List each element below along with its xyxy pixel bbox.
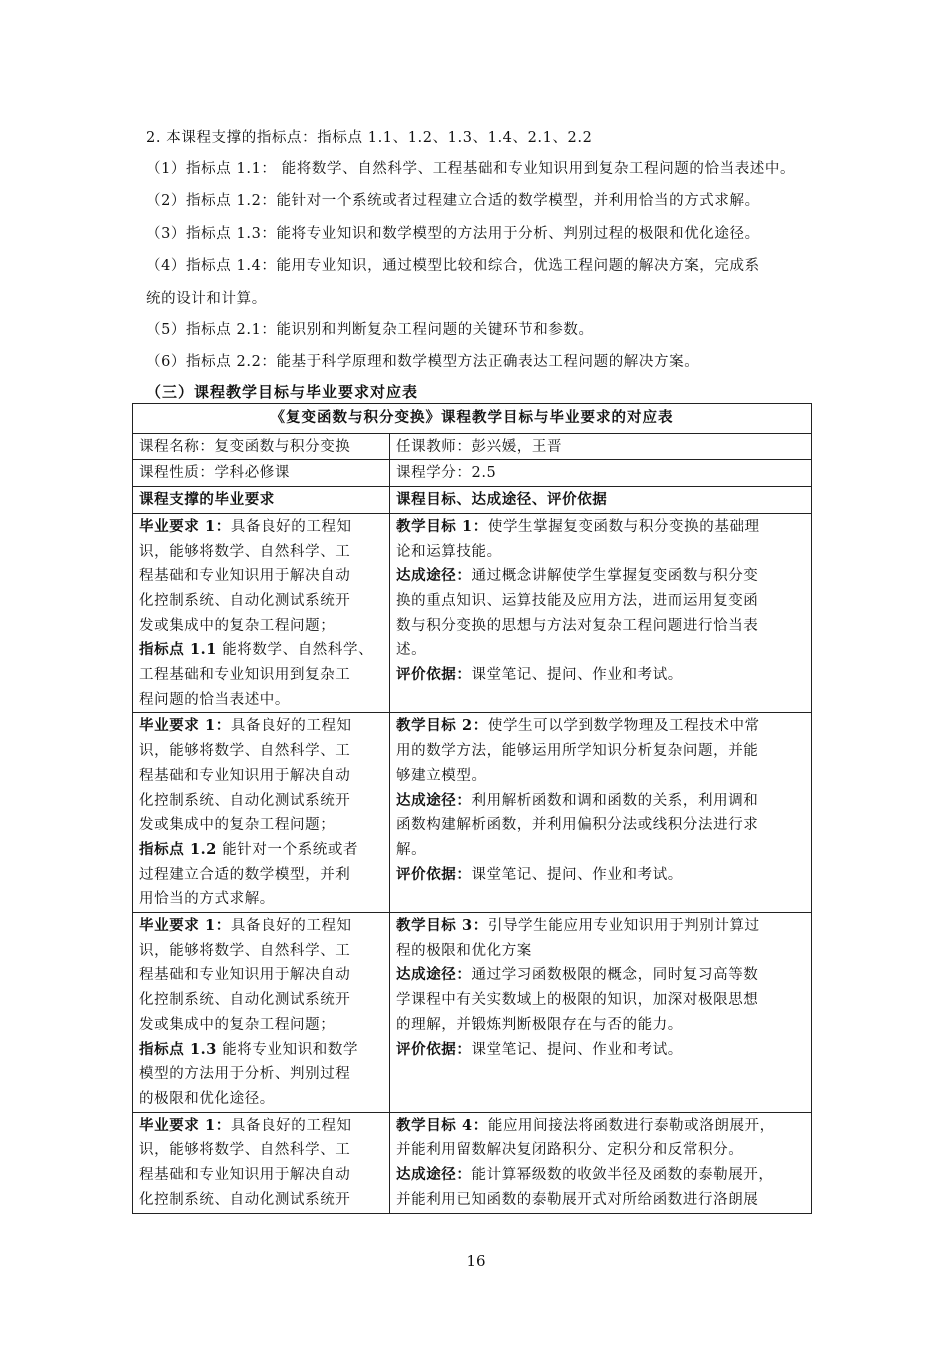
column-header-goals: 课程目标、达成途径、评价依据 [390, 487, 812, 514]
requirement-text: 化控制系统、自动化测试系统开 [139, 992, 351, 1009]
goal-line [396, 1114, 805, 1139]
indicator-text: 能针对一个系统或者 [222, 841, 359, 858]
paragraph-indicator-1-4-cont: 统的设计和计算。 [146, 291, 267, 307]
requirement-text: 具备良好的工程知 [230, 518, 352, 535]
requirement-text: 具备良好的工程知 [230, 1117, 352, 1134]
indicator-line [139, 838, 383, 863]
requirement-text: 识，能够将数学、自然科学、工 [139, 743, 351, 760]
requirement-text: 化控制系统、自动化测试系统开 [139, 792, 351, 809]
indicator-text: 的极限和优化途径。 [139, 1090, 275, 1107]
paragraph-indicator-1-2: （2）指标点 1.2：能针对一个系统或者过程建立合适的数学模型，并利用恰当的方式求解。 [146, 193, 760, 209]
path-label: 达成途径： [396, 791, 472, 809]
requirement-text: 识，能够将数学、自然科学、工 [139, 1142, 351, 1159]
indicator-line [139, 638, 383, 663]
path-text: 学课程中有关实数域上的极限的知识，加深对极限思想 [396, 992, 759, 1009]
paragraph-indicator-1-4: （4）指标点 1.4：能用专业知识，通过模型比较和综合，优选工程问题的解决方案，完成系 [146, 258, 760, 274]
indicator-label: 指标点 1.1 [139, 641, 217, 659]
paragraph-indicator-1-3: （3）指标点 1.3：能将专业知识和数学模型的方法用于分析、判别过程的极限和优化途径。 [146, 226, 760, 242]
table-title: 《复变函数与积分变换》课程教学目标与毕业要求的对应表 [133, 404, 812, 434]
requirement-line [139, 714, 383, 739]
goal-text: 能应用间接法将函数进行泰勒或洛朗展开， [487, 1117, 775, 1134]
path-text: 的理解，并锻炼判断极限存在与否的能力。 [396, 1016, 683, 1033]
goal-text: 程的极限和优化方案 [396, 942, 532, 959]
goal-label: 教学目标 4： [396, 1116, 488, 1134]
section-heading: （三）课程教学目标与毕业要求对应表 [146, 383, 419, 401]
course-name-cell: 课程名称：复变函数与积分变换 [133, 433, 390, 460]
eval-label: 评价依据： [396, 1040, 472, 1058]
eval-label: 评价依据： [396, 865, 472, 883]
eval-text: 课堂笔记、提问、作业和考试。 [471, 866, 683, 883]
indicator-line [139, 1038, 383, 1063]
goal-label: 教学目标 1： [396, 517, 488, 535]
path-text: 并能利用已知函数的泰勒展开式对所给函数进行洛朗展 [396, 1191, 759, 1208]
requirement-text: 化控制系统、自动化测试系统开 [139, 592, 351, 609]
goal-cell [390, 713, 812, 913]
goal-text: 引导学生能应用专业知识用于判别计算过 [487, 918, 760, 935]
goal-text: 够建立模型。 [396, 767, 487, 784]
requirement-text: 发或集成中的复杂工程问题； [139, 817, 336, 834]
eval-line [396, 863, 805, 888]
requirement-label: 毕业要求 1： [139, 517, 231, 535]
path-label: 达成途径： [396, 1166, 472, 1184]
credits-cell: 课程学分：2.5 [390, 460, 812, 487]
indicator-text: 能将专业知识和数学 [222, 1041, 359, 1058]
table-row [133, 433, 812, 460]
requirement-text: 程基础和专业知识用于解决自动 [139, 967, 351, 984]
requirement-text: 发或集成中的复杂工程问题； [139, 1016, 336, 1033]
requirement-line [139, 515, 383, 540]
eval-text: 课堂笔记、提问、作业和考试。 [471, 667, 683, 684]
table-row [133, 513, 812, 713]
path-text: 解。 [396, 841, 427, 858]
table-row [133, 1112, 812, 1213]
paragraph-indicator-2-2: （6）指标点 2.2：能基于科学原理和数学模型方法正确表达工程问题的解决方案。 [146, 354, 700, 370]
table-row [133, 460, 812, 487]
path-text: 通过学习函数极限的概念，同时复习高等数 [471, 967, 759, 984]
indicator-text: 用恰当的方式求解。 [139, 891, 275, 908]
goal-text: 用的数学方法，能够运用所学知识分析复杂问题，并能 [396, 743, 759, 760]
table-row [133, 913, 812, 1113]
course-type-cell: 课程性质：学科必修课 [133, 460, 390, 487]
indicator-text: 程问题的恰当表述中。 [139, 691, 290, 708]
paragraph-indicators-summary: 2. 本课程支撑的指标点：指标点 1.1、1.2、1.3、1.4、2.1、2.2 [146, 130, 593, 146]
requirement-text: 程基础和专业知识用于解决自动 [139, 1167, 351, 1184]
path-label: 达成途径： [396, 567, 472, 585]
path-text: 通过概念讲解使学生掌握复变函数与积分变 [471, 568, 759, 585]
path-text: 函数构建解析函数，并利用偏积分法或线积分法进行求 [396, 817, 759, 834]
mapping-table [132, 403, 812, 1214]
eval-line [396, 1038, 805, 1063]
path-line [396, 789, 805, 814]
requirement-text: 化控制系统、自动化测试系统开 [139, 1191, 351, 1208]
requirement-label: 毕业要求 1： [139, 1116, 231, 1134]
path-text: 数与积分变换的思想与方法对复杂工程问题进行恰当表 [396, 617, 759, 634]
path-text: 述。 [396, 642, 427, 659]
requirement-label: 毕业要求 1： [139, 917, 231, 935]
eval-line [396, 663, 805, 688]
path-line [396, 963, 805, 988]
eval-text: 课堂笔记、提问、作业和考试。 [471, 1041, 683, 1058]
requirement-cell [133, 513, 390, 713]
requirement-text: 程基础和专业知识用于解决自动 [139, 568, 351, 585]
indicator-label: 指标点 1.2 [139, 840, 217, 858]
path-line [396, 564, 805, 589]
requirement-label: 毕业要求 1： [139, 717, 231, 735]
path-line [396, 1163, 805, 1188]
requirement-line [139, 914, 383, 939]
path-text: 换的重点知识、运算技能及应用方法，进而运用复变函 [396, 592, 759, 609]
goal-text: 论和运算技能。 [396, 543, 502, 560]
indicator-label: 指标点 1.3 [139, 1040, 217, 1058]
page-number: 16 [466, 1252, 486, 1270]
requirement-line [139, 1114, 383, 1139]
requirement-text: 程基础和专业知识用于解决自动 [139, 767, 351, 784]
paragraph-indicator-1-1: （1）指标点 1.1： 能将数学、自然科学、工程基础和专业知识用到复杂工程问题的恰当表述中。 [146, 161, 796, 177]
goal-line [396, 714, 805, 739]
requirement-text: 识，能够将数学、自然科学、工 [139, 543, 351, 560]
path-text: 能计算幂级数的收敛半径及函数的泰勒展开， [471, 1167, 774, 1184]
table-header-row [133, 487, 812, 514]
goal-line [396, 515, 805, 540]
indicator-text: 能将数学、自然科学、 [222, 642, 374, 659]
paragraph-indicator-2-1: （5）指标点 2.1：能识别和判断复杂工程问题的关键环节和参数。 [146, 322, 594, 338]
table-title-row [133, 404, 812, 434]
goal-text: 使学生可以学到数学物理及工程技术中常 [487, 718, 760, 735]
goal-label: 教学目标 2： [396, 717, 488, 735]
teacher-cell: 任课教师：彭兴媛，王晋 [390, 433, 812, 460]
column-header-requirements: 课程支撑的毕业要求 [133, 487, 390, 514]
goal-text: 并能利用留数解决复闭路积分、定积分和反常积分。 [396, 1142, 744, 1159]
table-row [133, 713, 812, 913]
eval-label: 评价依据： [396, 666, 472, 684]
requirement-cell [133, 1112, 390, 1213]
goal-cell [390, 913, 812, 1113]
requirement-text: 具备良好的工程知 [230, 718, 352, 735]
goal-cell [390, 513, 812, 713]
requirement-cell [133, 913, 390, 1113]
requirement-text: 发或集成中的复杂工程问题； [139, 617, 336, 634]
indicator-text: 模型的方法用于分析、判别过程 [139, 1066, 351, 1083]
indicator-text: 过程建立合适的数学模型，并利 [139, 866, 351, 883]
goal-text: 使学生掌握复变函数与积分变换的基础理 [487, 518, 760, 535]
indicator-text: 工程基础和专业知识用到复杂工 [139, 667, 351, 684]
requirement-text: 具备良好的工程知 [230, 918, 352, 935]
goal-line [396, 914, 805, 939]
path-label: 达成途径： [396, 966, 472, 984]
path-text: 利用解析函数和调和函数的关系，利用调和 [471, 792, 759, 809]
goal-cell [390, 1112, 812, 1213]
goal-label: 教学目标 3： [396, 917, 488, 935]
requirement-text: 识，能够将数学、自然科学、工 [139, 942, 351, 959]
requirement-cell [133, 713, 390, 913]
